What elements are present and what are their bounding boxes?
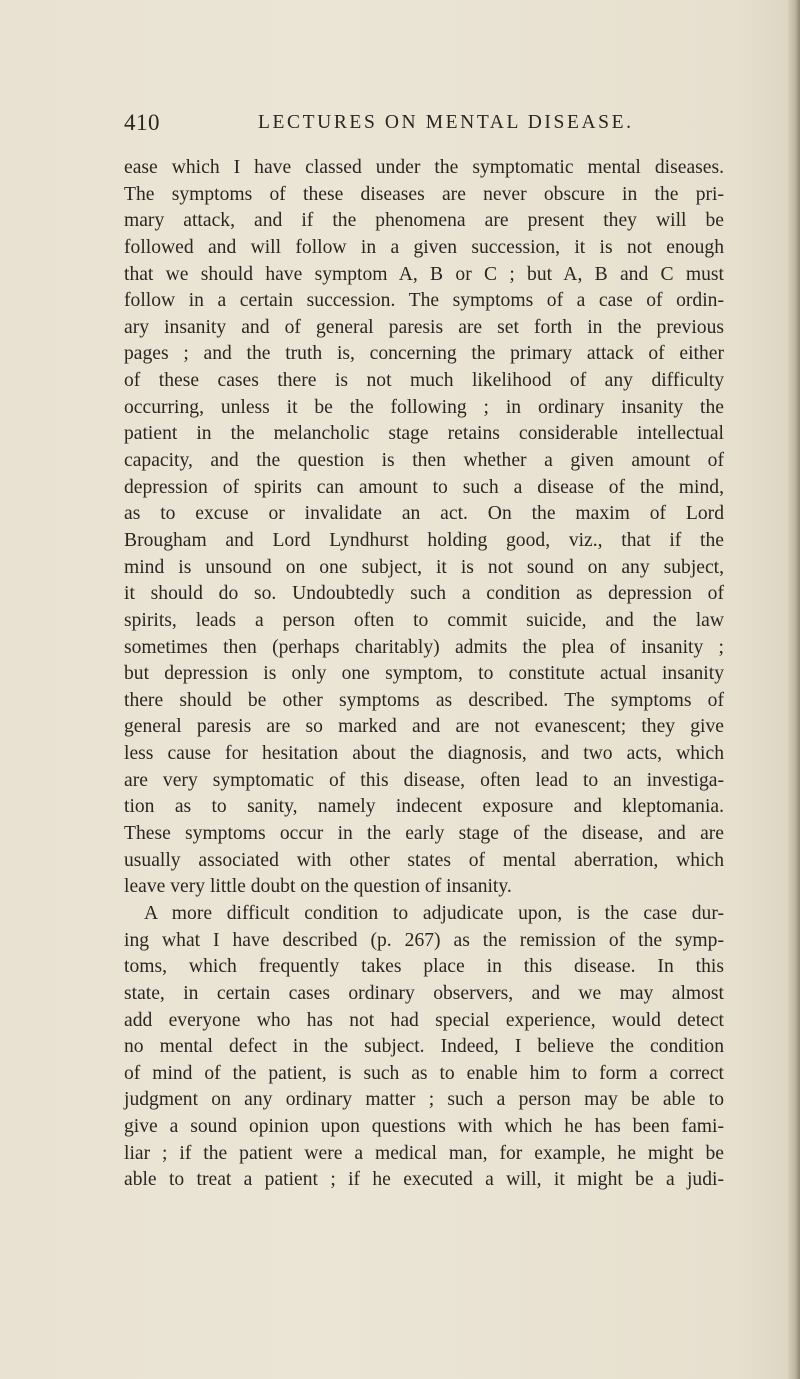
text-line: of mind of the patient, is such as to enable him to form a correct <box>124 1062 724 1084</box>
text-line: general paresis are so marked and are not evanescent; they give <box>124 716 724 738</box>
text-line: usually associated with other states of mental aberration, which <box>124 849 724 871</box>
text-line: ary insanity and of general paresis are set forth in the previous <box>124 316 724 338</box>
page-number: 410 <box>124 110 160 135</box>
text-line: tion as to sanity, namely indecent exposure and kleptomania. <box>124 796 724 818</box>
text-line: mary attack, and if the phenomena are present they will be <box>124 210 724 232</box>
text-line: judgment on any ordinary matter ; such a person may be able to <box>124 1089 724 1111</box>
text-line: occurring, unless it be the following ; in ordinary insanity the <box>124 396 724 418</box>
text-line: are very symptomatic of this disease, often lead to an investiga- <box>124 769 724 791</box>
text-line: there should be other symptoms as described. The symptoms of <box>124 689 724 711</box>
text-line: no mental defect in the subject. Indeed, I believe the condition <box>124 1036 724 1058</box>
text-line: capacity, and the question is then whether a given amount of <box>124 450 724 472</box>
text-line: ease which I have classed under the symptomatic mental diseases. <box>124 157 724 178</box>
text-line: mind is unsound on one subject, it is not sound on any subject, <box>124 556 724 578</box>
text-line: ing what I have described (p. 267) as the remission of the symp- <box>124 929 724 951</box>
text-line: leave very little doubt on the question of insanity. <box>124 876 512 898</box>
text-line: patient in the melancholic stage retains considerable intellectual <box>124 423 724 445</box>
text-line: sometimes then (perhaps charitably) admits the plea of insanity ; <box>124 636 724 658</box>
text-line: of these cases there is not much likelihood of any difficulty <box>124 370 724 392</box>
text-line: state, in certain cases ordinary observers, and we may almost <box>124 982 724 1004</box>
text-line: as to excuse or invalidate an act. On the maxim of Lord <box>124 503 724 525</box>
text-line: A more difficult condition to adjudicate upon, is the case dur- <box>144 902 724 924</box>
text-line: depression of spirits can amount to such a disease of the mind, <box>124 476 724 498</box>
text-line: The symptoms of these diseases are never obscure in the pri- <box>124 183 724 205</box>
text-line: that we should have symptom A, B or C ; but A, B and C must <box>124 263 724 285</box>
text-line: add everyone who has not had special experience, would detect <box>124 1009 724 1031</box>
page-header <box>124 110 664 140</box>
text-line: it should do so. Undoubtedly such a condition as depression of <box>124 583 724 605</box>
text-line: liar ; if the patient were a medical man, for example, he might be <box>124 1142 724 1164</box>
text-line: give a sound opinion upon questions with which he has been fami- <box>124 1116 724 1138</box>
text-line: less cause for hesitation about the diagnosis, and two acts, which <box>124 743 724 765</box>
text-line: These symptoms occur in the early stage of the disease, and are <box>124 823 724 845</box>
text-line: Brougham and Lord Lyndhurst holding good, viz., that if the <box>124 529 724 551</box>
text-line: but depression is only one symptom, to constitute actual insanity <box>124 663 724 685</box>
text-line: able to treat a patient ; if he executed a will, it might be a judi- <box>124 1169 724 1191</box>
text-line: followed and will follow in a given succession, it is not enough <box>124 236 724 258</box>
text-line: pages ; and the truth is, concerning the primary attack of either <box>124 343 724 365</box>
running-head: LECTURES ON MENTAL DISEASE. <box>258 112 634 133</box>
text-line: spirits, leads a person often to commit suicide, and the law <box>124 609 724 631</box>
body-text <box>124 155 724 1194</box>
text-line: follow in a certain succession. The symptoms of a case of ordin- <box>124 290 724 312</box>
page-edge-shadow <box>788 0 800 1379</box>
text-line: toms, which frequently takes place in this disease. In this <box>124 956 724 978</box>
